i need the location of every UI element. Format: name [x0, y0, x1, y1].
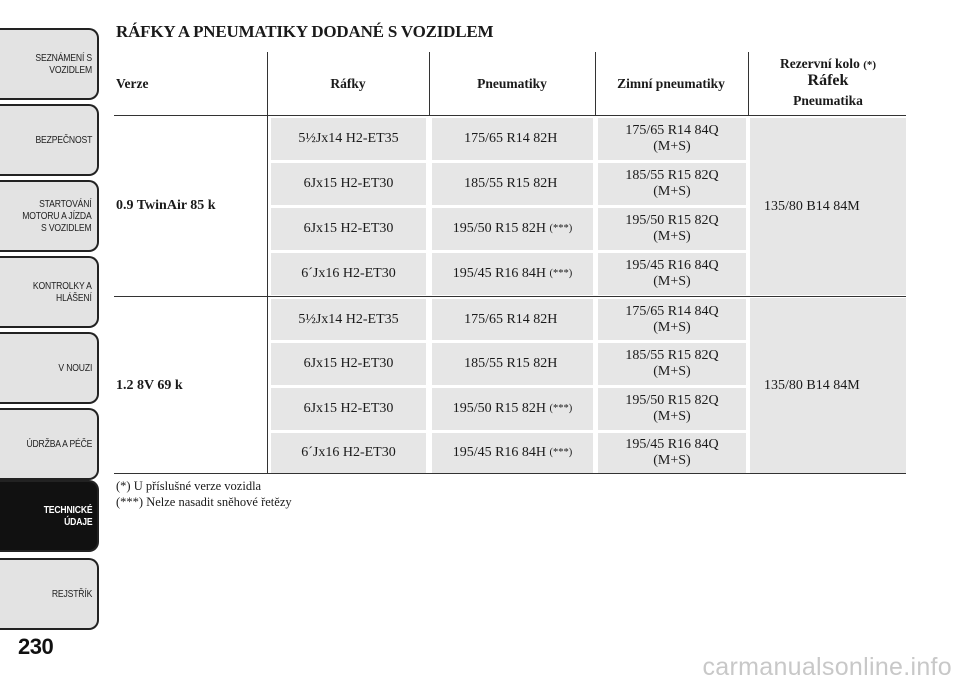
tab-v-nouzi[interactable]: V NOUZI	[0, 332, 99, 404]
rim-cell: 6´Jx16 H2-ET30	[271, 433, 426, 473]
divider	[595, 52, 596, 116]
tyre-cell: 195/45 R16 84H (***)	[432, 253, 593, 295]
tyre-cell: 185/55 R15 82H	[432, 343, 593, 385]
header-verze: Verze	[116, 76, 149, 91]
rim-cell: 6Jx15 H2-ET30	[271, 388, 426, 430]
watermark: carmanualsonline.info	[702, 653, 952, 681]
winter-cell: 195/45 R16 84Q (M+S)	[598, 253, 746, 295]
header-rafky: Ráfky	[330, 76, 366, 91]
tab-seznameni[interactable]: SEZNÁMENÍ S VOZIDLEM	[0, 28, 99, 100]
winter-cell: 175/65 R14 84Q (M+S)	[598, 299, 746, 340]
divider	[748, 52, 749, 116]
tab-rejstrik[interactable]: REJSTŘÍK	[0, 558, 99, 630]
group-rule	[114, 296, 906, 297]
bottom-rule	[114, 473, 906, 474]
rim-cell: 6Jx15 H2-ET30	[271, 208, 426, 250]
tyre-cell: 195/50 R15 82H (***)	[432, 388, 593, 430]
chapter-sidebar	[0, 0, 100, 686]
page-title: RÁFKY A PNEUMATIKY DODANÉ S VOZIDLEM	[116, 22, 494, 41]
tab-technicke-udaje[interactable]: TECHNICKÉ ÚDAJE	[0, 480, 99, 552]
tyre-cell: 185/55 R15 82H	[432, 163, 593, 205]
header-zimni: Zimní pneumatiky	[617, 76, 725, 91]
rim-cell: 5½Jx14 H2-ET35	[271, 299, 426, 340]
winter-cell: 185/55 R15 82Q (M+S)	[598, 163, 746, 205]
page-number: 230	[18, 634, 54, 659]
winter-cell: 185/55 R15 82Q (M+S)	[598, 343, 746, 385]
header-spare-pneumatika: Pneumatika	[793, 93, 863, 108]
rim-cell: 6Jx15 H2-ET30	[271, 163, 426, 205]
footnote: (*) U příslušné verze vozidla	[116, 479, 262, 493]
header-rezervni-kolo	[750, 56, 906, 73]
divider	[429, 52, 430, 116]
header-pneumatiky: Pneumatiky	[477, 76, 547, 91]
header-spare-rafek: Ráfek	[807, 72, 849, 89]
tyre-cell: 195/45 R16 84H (***)	[432, 433, 593, 473]
tyre-cell: 175/65 R14 82H	[432, 118, 593, 160]
tyre-cell: 195/50 R15 82H (***)	[432, 208, 593, 250]
rim-cell: 6´Jx16 H2-ET30	[271, 253, 426, 295]
spare-cell: 135/80 B14 84M	[750, 118, 906, 295]
tab-kontrolky[interactable]: KONTROLKY A HLÁŠENÍ	[0, 256, 99, 328]
tyre-cell: 175/65 R14 82H	[432, 299, 593, 340]
spare-cell: 135/80 B14 84M	[750, 298, 906, 473]
winter-cell: 195/50 R15 82Q (M+S)	[598, 208, 746, 250]
header-spare-note: (*)	[863, 59, 877, 71]
version-label: 0.9 TwinAir 85 k	[116, 198, 216, 213]
version-label: 1.2 8V 69 k	[116, 378, 183, 393]
rim-cell: 6Jx15 H2-ET30	[271, 343, 426, 385]
rim-cell: 5½Jx14 H2-ET35	[271, 118, 426, 160]
winter-cell: 175/65 R14 84Q (M+S)	[598, 118, 746, 160]
winter-cell: 195/50 R15 82Q (M+S)	[598, 388, 746, 430]
header-rule	[114, 115, 906, 116]
tab-udrzba[interactable]: ÚDRŽBA A PÉČE	[0, 408, 99, 480]
rims-tyres-table	[114, 52, 906, 474]
winter-cell: 195/45 R16 84Q (M+S)	[598, 433, 746, 473]
footnote: (***) Nelze nasadit sněhové řetězy	[116, 495, 292, 509]
tab-bezpecnost[interactable]: BEZPEČNOST	[0, 104, 99, 176]
header-spare-title: Rezervní kolo	[779, 56, 860, 71]
tab-startovani[interactable]: STARTOVÁNÍ MOTORU A JÍZDA S VOZIDLEM	[0, 180, 99, 252]
